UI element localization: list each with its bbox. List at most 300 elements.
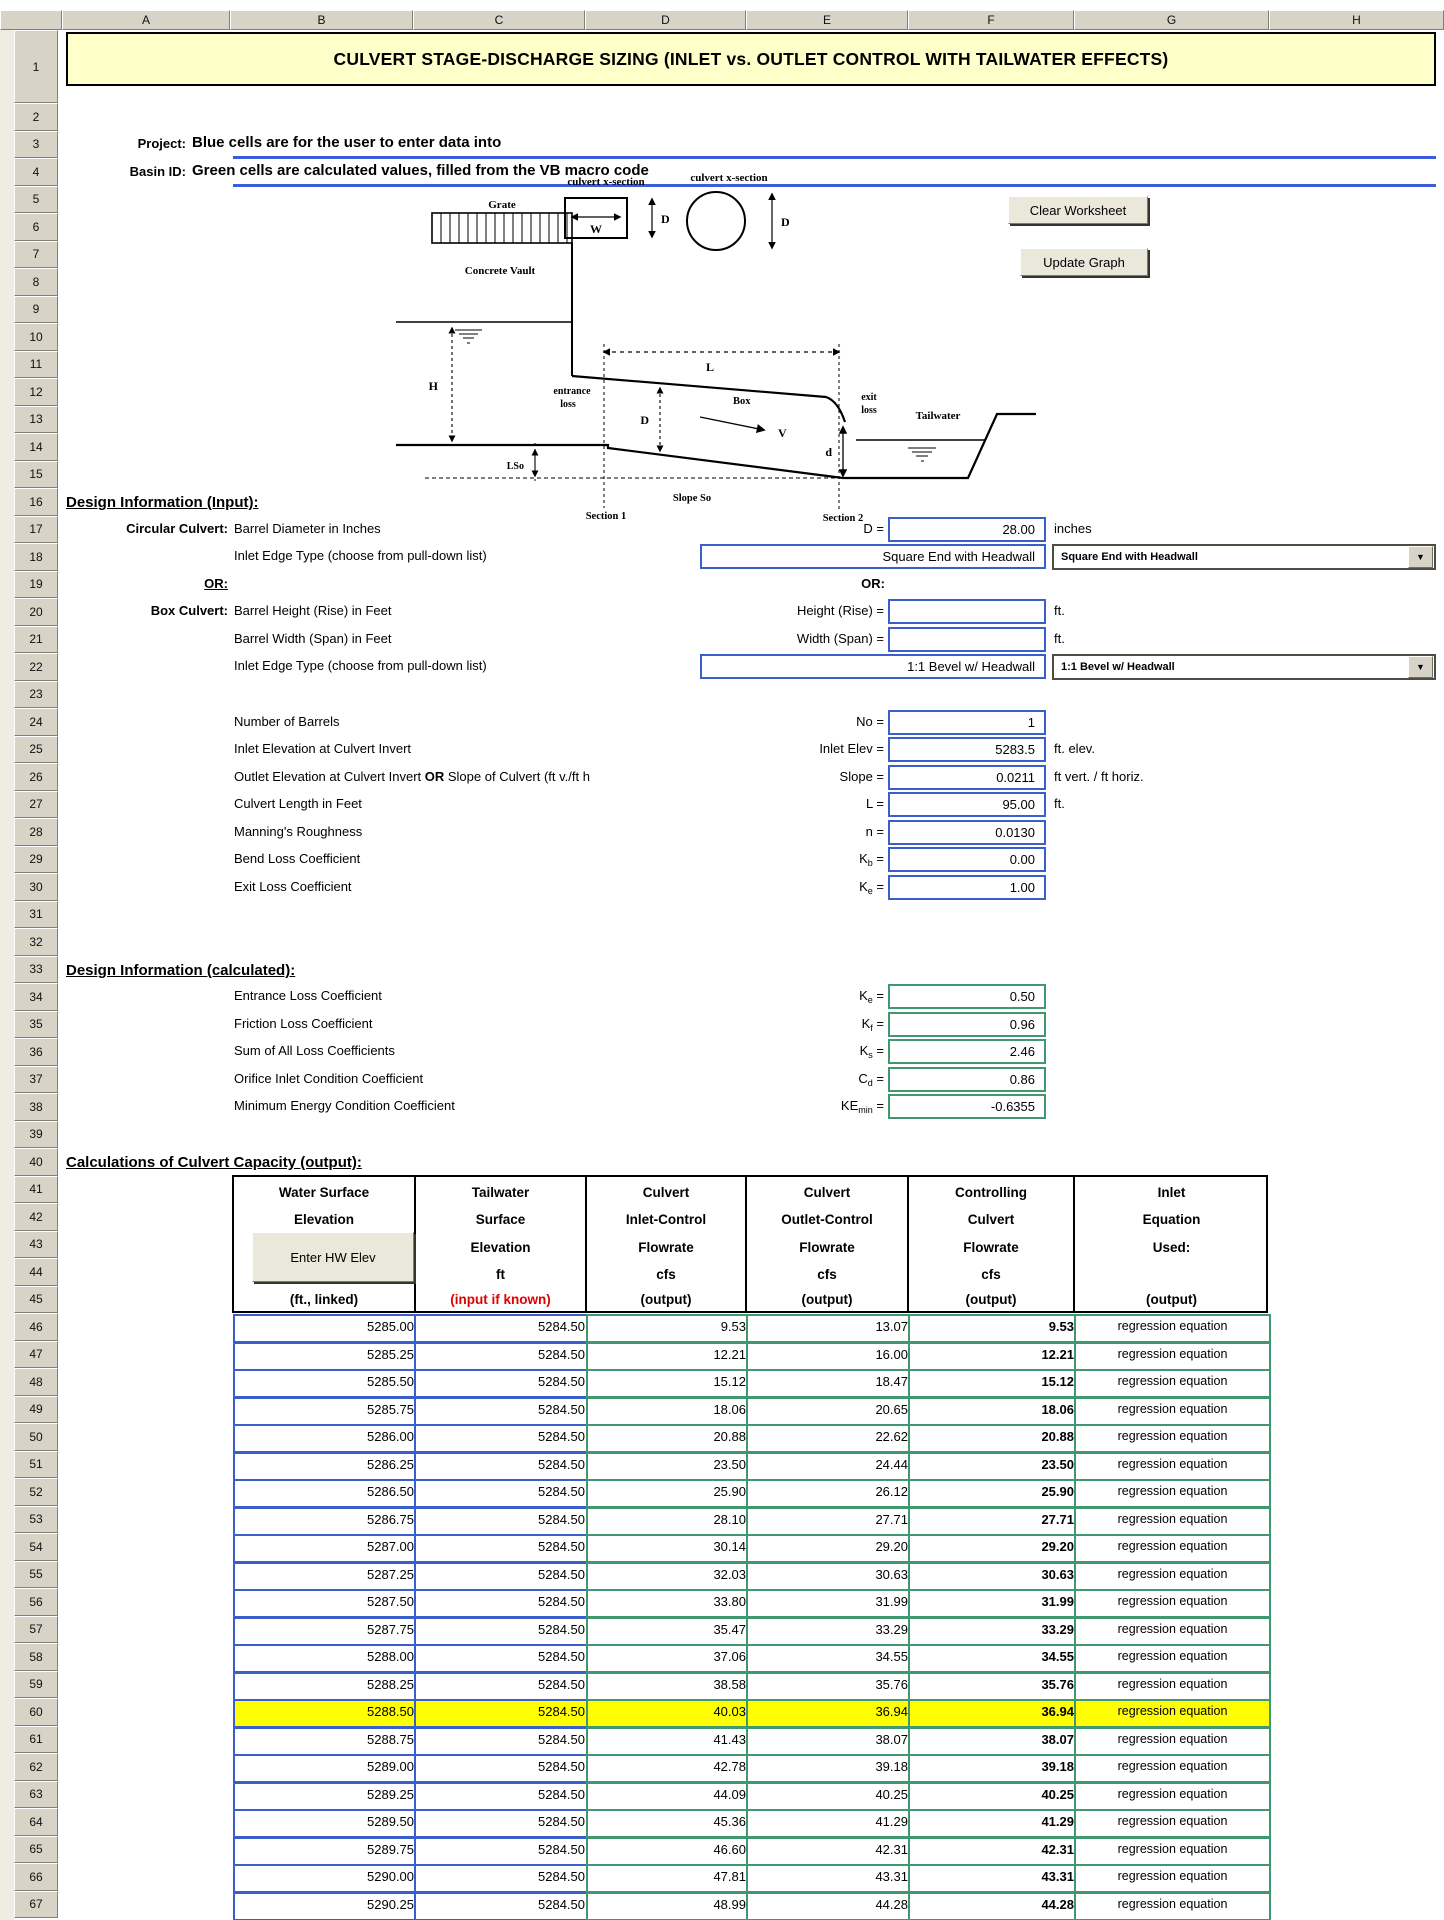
inlet-edge-box-cell[interactable]: 1:1 Bevel w/ Headwall xyxy=(700,654,1046,679)
wse-cell[interactable]: 5288.25 xyxy=(233,1672,438,1701)
length-key: L = xyxy=(866,796,884,811)
row-header-39[interactable]: 39 xyxy=(14,1121,58,1149)
outlet-flowrate-cell[interactable]: 24.44 xyxy=(746,1452,918,1481)
wse-cell[interactable]: 5287.50 xyxy=(233,1589,438,1618)
table-row xyxy=(232,1588,1268,1616)
tailwater-cell[interactable]: 5284.50 xyxy=(414,1479,617,1508)
outlet-flowrate-cell[interactable]: 16.00 xyxy=(746,1342,918,1371)
outlet-flowrate-cell[interactable]: 34.55 xyxy=(746,1644,918,1673)
controlling-flowrate-cell[interactable]: 30.63 xyxy=(908,1562,1092,1591)
row-header-61[interactable]: 61 xyxy=(14,1726,58,1754)
header-line: Elevation xyxy=(293,1212,355,1227)
table-row xyxy=(232,1698,1268,1726)
row-header-9[interactable]: 9 xyxy=(14,296,58,324)
outlet-flowrate-cell[interactable]: 26.12 xyxy=(746,1479,918,1508)
controlling-flowrate-cell[interactable]: 27.71 xyxy=(908,1507,1092,1536)
row-header-25[interactable]: 25 xyxy=(14,736,58,764)
wse-cell[interactable]: 5285.50 xyxy=(233,1369,438,1398)
row-header-32[interactable]: 32 xyxy=(14,928,58,956)
row-header-55[interactable]: 55 xyxy=(14,1561,58,1589)
diagram-label-grate: Grate xyxy=(488,199,516,211)
header-line: Controlling xyxy=(955,1185,1027,1200)
outlet-flowrate-cell[interactable]: 41.29 xyxy=(746,1809,918,1838)
wse-cell[interactable]: 5287.75 xyxy=(233,1617,438,1646)
equation-cell[interactable]: regression equation xyxy=(1074,1369,1271,1398)
controlling-flowrate-cell[interactable]: 41.29 xyxy=(908,1809,1092,1838)
outlet-flowrate-cell[interactable]: 33.29 xyxy=(746,1617,918,1646)
header-line: (output) xyxy=(965,1292,1017,1307)
header-line: Surface xyxy=(475,1212,526,1227)
header-line: Inlet xyxy=(1157,1185,1186,1200)
wse-cell[interactable]: 5289.25 xyxy=(233,1782,438,1811)
row-header-23[interactable]: 23 xyxy=(14,681,58,709)
row-header-15[interactable]: 15 xyxy=(14,461,58,489)
table-row xyxy=(232,1808,1268,1836)
wse-cell[interactable]: 5285.25 xyxy=(233,1342,438,1371)
tailwater-cell[interactable]: 5284.50 xyxy=(414,1644,617,1673)
tailwater-cell[interactable]: 5284.50 xyxy=(414,1424,617,1453)
row-header-67[interactable]: 67 xyxy=(14,1891,58,1919)
diagram-label-d-circle: D xyxy=(781,215,790,229)
tailwater-cell[interactable]: 5284.50 xyxy=(414,1342,617,1371)
outlet-flowrate-cell[interactable]: 27.71 xyxy=(746,1507,918,1536)
row-header-49[interactable]: 49 xyxy=(14,1396,58,1424)
row-header-19[interactable]: 19 xyxy=(14,571,58,599)
tailwater-cell[interactable]: 5284.50 xyxy=(414,1782,617,1811)
row-header-60[interactable]: 60 xyxy=(14,1698,58,1726)
inlet-flowrate-cell[interactable]: 40.03 xyxy=(586,1699,754,1728)
diagram-label-exit-loss-2: loss xyxy=(861,405,877,416)
column-header-G[interactable]: G xyxy=(1074,10,1269,30)
row-header-30[interactable]: 30 xyxy=(14,873,58,901)
row-header-7[interactable]: 7 xyxy=(14,241,58,269)
diagram-label-box: Box xyxy=(733,396,751,407)
tailwater-cell[interactable]: 5284.50 xyxy=(414,1507,617,1536)
inlet-flowrate-cell[interactable]: 47.81 xyxy=(586,1864,754,1893)
calculated-value-cell[interactable]: 0.86 xyxy=(888,1067,1046,1092)
inlet-flowrate-cell[interactable]: 18.06 xyxy=(586,1397,754,1426)
outlet-flowrate-cell[interactable]: 29.20 xyxy=(746,1534,918,1563)
row-header-5[interactable]: 5 xyxy=(14,186,58,214)
tailwater-cell[interactable]: 5284.50 xyxy=(414,1369,617,1398)
row-header-64[interactable]: 64 xyxy=(14,1808,58,1836)
row-header-38[interactable]: 38 xyxy=(14,1093,58,1121)
header-line-red: (input if known) xyxy=(450,1292,551,1307)
equation-cell[interactable]: regression equation xyxy=(1074,1837,1271,1866)
wse-cell[interactable]: 5285.00 xyxy=(233,1314,438,1343)
barrels-desc: Number of Barrels xyxy=(234,714,340,729)
row-header-4[interactable]: 4 xyxy=(14,158,58,186)
calculated-value-cell[interactable]: -0.6355 xyxy=(888,1094,1046,1119)
wse-cell[interactable]: 5289.00 xyxy=(233,1754,438,1783)
equation-cell[interactable]: regression equation xyxy=(1074,1617,1271,1646)
wse-cell[interactable]: 5286.25 xyxy=(233,1452,438,1481)
diagram-label-section2: Section 2 xyxy=(822,513,864,524)
row-header-58[interactable]: 58 xyxy=(14,1643,58,1671)
controlling-flowrate-cell[interactable]: 38.07 xyxy=(908,1727,1092,1756)
tailwater-cell[interactable]: 5284.50 xyxy=(414,1864,617,1893)
header-col-tailwater xyxy=(416,1177,585,1311)
barrels-input-cell[interactable]: 1 xyxy=(888,710,1046,735)
roughness-key: n = xyxy=(865,824,884,839)
row-header-13[interactable]: 13 xyxy=(14,406,58,434)
outlet-flowrate-cell[interactable]: 38.07 xyxy=(746,1727,918,1756)
column-header-H[interactable]: H xyxy=(1269,10,1444,30)
outlet-flowrate-cell[interactable]: 20.65 xyxy=(746,1397,918,1426)
circular-culvert-label: Circular Culvert: xyxy=(126,521,228,536)
row-header-35[interactable]: 35 xyxy=(14,1011,58,1039)
equation-cell[interactable]: regression equation xyxy=(1074,1342,1271,1371)
controlling-flowrate-cell[interactable]: 34.55 xyxy=(908,1644,1092,1673)
slope-input-cell[interactable]: 0.0211 xyxy=(888,765,1046,790)
row-header-62[interactable]: 62 xyxy=(14,1753,58,1781)
enter-hw-elev-button[interactable] xyxy=(252,1232,414,1282)
wse-cell[interactable]: 5290.00 xyxy=(233,1864,438,1893)
wse-cell[interactable]: 5289.50 xyxy=(233,1809,438,1838)
controlling-flowrate-cell[interactable]: 23.50 xyxy=(908,1452,1092,1481)
inlet-edge-circ-dropdown[interactable] xyxy=(1052,544,1436,570)
dropdown-arrow-icon[interactable]: ▼ xyxy=(1408,546,1433,568)
inlet-elev-input-cell[interactable]: 5283.5 xyxy=(888,737,1046,762)
controlling-flowrate-cell[interactable]: 44.28 xyxy=(908,1892,1092,1920)
span-key: Width (Span) = xyxy=(796,631,884,646)
diagram-label-v: V xyxy=(778,426,787,440)
tailwater-cell[interactable]: 5284.50 xyxy=(414,1314,617,1343)
row-header-31[interactable]: 31 xyxy=(14,901,58,929)
row-header-50[interactable]: 50 xyxy=(14,1423,58,1451)
row-header-2[interactable]: 2 xyxy=(14,103,58,131)
inlet-flowrate-cell[interactable]: 32.03 xyxy=(586,1562,754,1591)
length-unit: ft. xyxy=(1054,796,1065,811)
inlet-flowrate-cell[interactable]: 44.09 xyxy=(586,1782,754,1811)
dropdown-arrow-icon[interactable]: ▼ xyxy=(1408,656,1433,678)
outlet-flowrate-cell[interactable]: 13.07 xyxy=(746,1314,918,1343)
inlet-flowrate-cell[interactable]: 25.90 xyxy=(586,1479,754,1508)
row-header-6[interactable]: 6 xyxy=(14,213,58,241)
header-line: Inlet-Control xyxy=(625,1212,707,1227)
calculated-section-heading: Design Information (calculated): xyxy=(66,962,296,979)
diagram-label-w: W xyxy=(590,222,602,236)
worksheet-title-text: CULVERT STAGE-DISCHARGE SIZING (INLET vs. OUTLET CONTROL WITH TAILWATER EFFECTS) xyxy=(333,48,1169,69)
inlet-flowrate-cell[interactable]: 48.99 xyxy=(586,1892,754,1920)
inlet-elev-key: Inlet Elev = xyxy=(819,741,884,756)
inlet-flowrate-cell[interactable]: 23.50 xyxy=(586,1452,754,1481)
slope-desc-or: OR xyxy=(424,769,445,784)
row-header-16[interactable]: 16 xyxy=(14,488,58,516)
controlling-flowrate-cell[interactable]: 20.88 xyxy=(908,1424,1092,1453)
tailwater-cell[interactable]: 5284.50 xyxy=(414,1837,617,1866)
outlet-flowrate-cell[interactable]: 35.76 xyxy=(746,1672,918,1701)
outlet-flowrate-cell[interactable]: 40.25 xyxy=(746,1782,918,1811)
header-line: Culvert xyxy=(803,1185,851,1200)
tailwater-cell[interactable]: 5284.50 xyxy=(414,1672,617,1701)
row-header-29[interactable]: 29 xyxy=(14,846,58,874)
table-row xyxy=(232,1506,1268,1534)
equation-cell[interactable]: regression equation xyxy=(1074,1782,1271,1811)
calculated-key: $K_s$ = xyxy=(859,1043,884,1060)
controlling-flowrate-cell[interactable]: 12.21 xyxy=(908,1342,1092,1371)
equation-cell[interactable]: regression equation xyxy=(1074,1754,1271,1783)
wse-cell[interactable]: 5288.00 xyxy=(233,1644,438,1673)
diagram-label-slope: Slope So xyxy=(672,493,712,504)
wse-cell[interactable]: 5286.50 xyxy=(233,1479,438,1508)
inlet-flowrate-cell[interactable]: 46.60 xyxy=(586,1837,754,1866)
header-col-controlling xyxy=(909,1177,1073,1311)
rise-desc: Barrel Height (Rise) in Feet xyxy=(234,603,392,618)
inlet-flowrate-cell[interactable]: 37.06 xyxy=(586,1644,754,1673)
row-header-3[interactable]: 3 xyxy=(14,131,58,159)
wse-cell[interactable]: 5289.75 xyxy=(233,1837,438,1866)
inlet-flowrate-cell[interactable]: 28.10 xyxy=(586,1507,754,1536)
equation-cell[interactable]: regression equation xyxy=(1074,1644,1271,1673)
row-header-8[interactable]: 8 xyxy=(14,268,58,296)
controlling-flowrate-cell[interactable]: 25.90 xyxy=(908,1479,1092,1508)
row-header-11[interactable]: 11 xyxy=(14,351,58,379)
header-line: (ft., linked) xyxy=(289,1292,359,1307)
controlling-flowrate-cell[interactable]: 18.06 xyxy=(908,1397,1092,1426)
bend-loss-desc: Bend Loss Coefficient xyxy=(234,851,361,866)
rise-input-cell[interactable] xyxy=(888,599,1046,624)
header-col-outlet-control xyxy=(747,1177,907,1311)
row-header-20[interactable]: 20 xyxy=(14,598,58,626)
header-line: Used: xyxy=(1152,1240,1191,1255)
table-row xyxy=(232,1616,1268,1644)
inlet-flowrate-cell[interactable]: 20.88 xyxy=(586,1424,754,1453)
controlling-flowrate-cell[interactable]: 9.53 xyxy=(908,1314,1092,1343)
row-header-22[interactable]: 22 xyxy=(14,653,58,681)
bend-loss-input-cell[interactable]: 0.00 xyxy=(888,847,1046,872)
inlet-flowrate-cell[interactable]: 45.36 xyxy=(586,1809,754,1838)
tailwater-cell[interactable]: 5284.50 xyxy=(414,1727,617,1756)
row-header-46[interactable]: 46 xyxy=(14,1313,58,1341)
row-header-40[interactable]: 40 xyxy=(14,1148,58,1176)
row-header-14[interactable]: 14 xyxy=(14,433,58,461)
controlling-flowrate-cell[interactable]: 36.94 xyxy=(908,1699,1092,1728)
row-header-21[interactable]: 21 xyxy=(14,626,58,654)
key-sub: e xyxy=(867,886,873,896)
inlet-flowrate-cell[interactable]: 33.80 xyxy=(586,1589,754,1618)
header-line: Equation xyxy=(1142,1212,1201,1227)
column-header-C[interactable]: C xyxy=(413,10,585,30)
worksheet-title xyxy=(66,32,1436,86)
wse-cell[interactable]: 5288.75 xyxy=(233,1727,438,1756)
row-header-37[interactable]: 37 xyxy=(14,1066,58,1094)
controlling-flowrate-cell[interactable]: 40.25 xyxy=(908,1782,1092,1811)
column-header-F[interactable]: F xyxy=(908,10,1074,30)
header-line: Water Surface xyxy=(278,1185,370,1200)
controlling-flowrate-cell[interactable]: 39.18 xyxy=(908,1754,1092,1783)
outlet-flowrate-cell[interactable]: 43.31 xyxy=(746,1864,918,1893)
outlet-flowrate-cell[interactable]: 36.94 xyxy=(746,1699,918,1728)
header-line: Elevation xyxy=(470,1240,531,1255)
row-header-17[interactable]: 17 xyxy=(14,516,58,544)
inlet-flowrate-cell[interactable]: 42.78 xyxy=(586,1754,754,1783)
row-header-26[interactable]: 26 xyxy=(14,763,58,791)
inlet-flowrate-cell[interactable]: 41.43 xyxy=(586,1727,754,1756)
row-header-52[interactable]: 52 xyxy=(14,1478,58,1506)
outlet-flowrate-cell[interactable]: 30.63 xyxy=(746,1562,918,1591)
inlet-elev-unit: ft. elev. xyxy=(1054,741,1095,756)
inlet-flowrate-cell[interactable]: 35.47 xyxy=(586,1617,754,1646)
outlet-flowrate-cell[interactable]: 44.28 xyxy=(746,1892,918,1920)
calculated-desc: Minimum Energy Condition Coefficient xyxy=(234,1098,455,1113)
column-header-E[interactable]: E xyxy=(746,10,908,30)
row-header-66[interactable]: 66 xyxy=(14,1863,58,1891)
row-header-53[interactable]: 53 xyxy=(14,1506,58,1534)
inlet-flowrate-cell[interactable]: 38.58 xyxy=(586,1672,754,1701)
calculated-desc: Entrance Loss Coefficient xyxy=(234,988,382,1003)
row-header-59[interactable]: 59 xyxy=(14,1671,58,1699)
tailwater-cell[interactable]: 5284.50 xyxy=(414,1534,617,1563)
tailwater-cell[interactable]: 5284.50 xyxy=(414,1617,617,1646)
row-header-48[interactable]: 48 xyxy=(14,1368,58,1396)
bend-loss-key xyxy=(600,846,884,876)
wse-cell[interactable]: 5286.75 xyxy=(233,1507,438,1536)
tailwater-cell[interactable]: 5284.50 xyxy=(414,1397,617,1426)
calculated-value-cell[interactable]: 0.50 xyxy=(888,984,1046,1009)
tailwater-cell[interactable]: 5284.50 xyxy=(414,1589,617,1618)
controlling-flowrate-cell[interactable]: 33.29 xyxy=(908,1617,1092,1646)
equation-cell[interactable]: regression equation xyxy=(1074,1892,1271,1920)
select-all-corner[interactable] xyxy=(0,10,62,30)
row-header-56[interactable]: 56 xyxy=(14,1588,58,1616)
row-header-18[interactable]: 18 xyxy=(14,543,58,571)
controlling-flowrate-cell[interactable]: 15.12 xyxy=(908,1369,1092,1398)
table-row xyxy=(232,1753,1268,1781)
column-header-B[interactable]: B xyxy=(230,10,413,30)
header-line: Outlet-Control xyxy=(781,1212,873,1227)
update-graph-label: Update Graph xyxy=(1043,254,1125,270)
row-header-33[interactable]: 33 xyxy=(14,956,58,984)
equation-cell[interactable]: regression equation xyxy=(1074,1809,1271,1838)
column-header-D[interactable]: D xyxy=(585,10,746,30)
table-row xyxy=(232,1313,1268,1341)
table-row xyxy=(232,1533,1268,1561)
key-base: K xyxy=(859,879,868,894)
output-table-body xyxy=(232,1313,1268,1919)
span-input-cell[interactable] xyxy=(888,627,1046,652)
equation-cell[interactable]: regression equation xyxy=(1074,1699,1271,1728)
equation-cell[interactable]: regression equation xyxy=(1074,1562,1271,1591)
outlet-flowrate-cell[interactable]: 22.62 xyxy=(746,1424,918,1453)
tailwater-cell[interactable]: 5284.50 xyxy=(414,1754,617,1783)
controlling-flowrate-cell[interactable]: 42.31 xyxy=(908,1837,1092,1866)
column-header-A[interactable]: A xyxy=(62,10,230,30)
roughness-input-cell[interactable]: 0.0130 xyxy=(888,820,1046,845)
tailwater-cell[interactable]: 5284.50 xyxy=(414,1699,617,1728)
row-header-44[interactable]: 44 xyxy=(14,1258,58,1286)
diameter-input-cell[interactable]: 28.00 xyxy=(888,517,1046,542)
row-header-57[interactable]: 57 xyxy=(14,1616,58,1644)
outlet-flowrate-cell[interactable]: 42.31 xyxy=(746,1837,918,1866)
calculated-desc: Orifice Inlet Condition Coefficient xyxy=(234,1070,424,1086)
outlet-flowrate-cell[interactable]: 39.18 xyxy=(746,1754,918,1783)
tailwater-cell[interactable]: 5284.50 xyxy=(414,1562,617,1591)
header-line: Culvert xyxy=(967,1212,1015,1227)
wse-cell[interactable]: 5290.25 xyxy=(233,1892,438,1920)
calculated-value-cell[interactable]: 0.96 xyxy=(888,1012,1046,1037)
inlet-edge-box-dropdown[interactable] xyxy=(1052,654,1436,680)
row-header-43[interactable]: 43 xyxy=(14,1231,58,1259)
inlet-flowrate-cell[interactable]: 30.14 xyxy=(586,1534,754,1563)
tailwater-cell[interactable]: 5284.50 xyxy=(414,1892,617,1920)
equation-cell[interactable]: regression equation xyxy=(1074,1507,1271,1536)
inlet-edge-circ-dropdown-value: Square End with Headwall xyxy=(1061,551,1198,563)
wse-cell[interactable]: 5287.00 xyxy=(233,1534,438,1563)
table-row xyxy=(232,1863,1268,1891)
tailwater-cell[interactable]: 5284.50 xyxy=(414,1452,617,1481)
equation-cell[interactable]: regression equation xyxy=(1074,1589,1271,1618)
calculated-key: $K_f$ = xyxy=(861,1015,884,1033)
outlet-flowrate-cell[interactable]: 31.99 xyxy=(746,1589,918,1618)
equation-cell[interactable]: regression equation xyxy=(1074,1727,1271,1756)
inlet-edge-circ-cell[interactable]: Square End with Headwall xyxy=(700,544,1046,569)
equation-cell[interactable]: regression equation xyxy=(1074,1672,1271,1701)
row-header-1[interactable]: 1 xyxy=(14,30,58,103)
inlet-edge-box-dropdown-value: 1:1 Bevel w/ Headwall xyxy=(1061,661,1175,673)
equation-cell[interactable]: regression equation xyxy=(1074,1534,1271,1563)
row-header-63[interactable]: 63 xyxy=(14,1781,58,1809)
row-header-24[interactable]: 24 xyxy=(14,708,58,736)
inlet-flowrate-cell[interactable]: 9.53 xyxy=(586,1314,754,1343)
row-header-34[interactable]: 34 xyxy=(14,983,58,1011)
row-header-28[interactable]: 28 xyxy=(14,818,58,846)
basin-note[interactable]: Green cells are calculated values, filled from the VB macro code xyxy=(192,162,649,179)
barrels-key: No = xyxy=(856,714,884,729)
controlling-flowrate-cell[interactable]: 29.20 xyxy=(908,1534,1092,1563)
inlet-flowrate-cell[interactable]: 12.21 xyxy=(586,1342,754,1371)
header-line: (output) xyxy=(640,1292,692,1307)
equation-cell[interactable]: regression equation xyxy=(1074,1452,1271,1481)
controlling-flowrate-cell[interactable]: 43.31 xyxy=(908,1864,1092,1893)
wse-cell[interactable]: 5286.00 xyxy=(233,1424,438,1453)
header-line: (output) xyxy=(801,1292,853,1307)
wse-cell[interactable]: 5288.50 xyxy=(233,1699,438,1728)
calculated-value-cell[interactable]: 2.46 xyxy=(888,1039,1046,1064)
diagram-label-section1: Section 1 xyxy=(585,511,627,522)
equation-cell[interactable]: regression equation xyxy=(1074,1397,1271,1426)
equation-cell[interactable]: regression equation xyxy=(1074,1424,1271,1453)
row-header-51[interactable]: 51 xyxy=(14,1451,58,1479)
row-header-27[interactable]: 27 xyxy=(14,791,58,819)
row-header-45[interactable]: 45 xyxy=(14,1286,58,1314)
row-header-65[interactable]: 65 xyxy=(14,1836,58,1864)
controlling-flowrate-cell[interactable]: 31.99 xyxy=(908,1589,1092,1618)
row-header-36[interactable]: 36 xyxy=(14,1038,58,1066)
outlet-flowrate-cell[interactable]: 18.47 xyxy=(746,1369,918,1398)
equation-cell[interactable]: regression equation xyxy=(1074,1864,1271,1893)
controlling-flowrate-cell[interactable]: 35.76 xyxy=(908,1672,1092,1701)
length-input-cell[interactable]: 95.00 xyxy=(888,792,1046,817)
row-header-47[interactable]: 47 xyxy=(14,1341,58,1369)
calculated-key: $KE_{min}$ = xyxy=(840,1098,884,1115)
row-header-10[interactable]: 10 xyxy=(14,323,58,351)
equation-cell[interactable]: regression equation xyxy=(1074,1314,1271,1343)
length-desc: Culvert Length in Feet xyxy=(234,796,362,811)
wse-cell[interactable]: 5287.25 xyxy=(233,1562,438,1591)
exit-loss-input-cell[interactable]: 1.00 xyxy=(888,875,1046,900)
tailwater-cell[interactable]: 5284.50 xyxy=(414,1809,617,1838)
key-base: K xyxy=(859,851,868,866)
row-header-42[interactable]: 42 xyxy=(14,1203,58,1231)
wse-cell[interactable]: 5285.75 xyxy=(233,1397,438,1426)
row-header-12[interactable]: 12 xyxy=(14,378,58,406)
row-header-41[interactable]: 41 xyxy=(14,1176,58,1204)
equation-cell[interactable]: regression equation xyxy=(1074,1479,1271,1508)
row-header-54[interactable]: 54 xyxy=(14,1533,58,1561)
inlet-flowrate-cell[interactable]: 15.12 xyxy=(586,1369,754,1398)
project-note[interactable]: Blue cells are for the user to enter data into xyxy=(192,134,502,151)
